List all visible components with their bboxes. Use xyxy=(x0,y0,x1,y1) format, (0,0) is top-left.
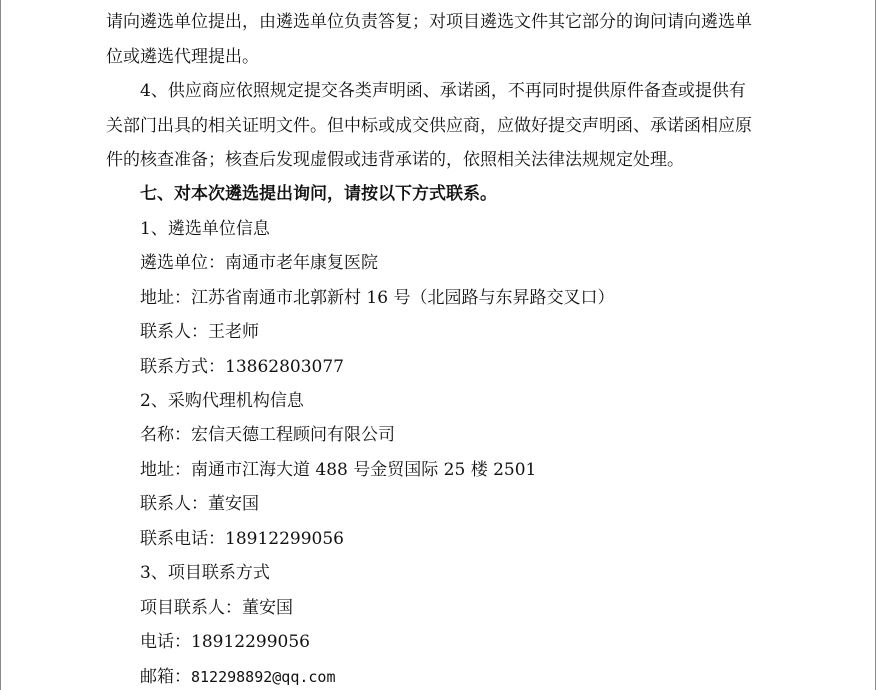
selector-info-title: 1、遴选单位信息 xyxy=(140,219,270,239)
agency-address: 地址：南通市江海大道 488 号金贸国际 25 楼 2501 xyxy=(140,460,537,480)
paragraph-4-line-3: 件的核查准备；核查后发现虚假或违背承诺的，依照相关法律法规规定处理。 xyxy=(106,150,684,170)
paragraph-3-line-2: 位或遴选代理提出。 xyxy=(106,47,259,67)
selector-contact: 联系人：王老师 xyxy=(140,322,259,342)
agency-contact: 联系人：董安国 xyxy=(140,494,259,514)
agency-name: 名称：宏信天德工程顾问有限公司 xyxy=(140,425,395,445)
project-contact-email xyxy=(140,665,336,689)
paragraph-4-line-1: 4、供应商应依照规定提交各类声明函、承诺函，不再同时提供原件备查或提供有 xyxy=(140,81,746,101)
selector-address: 地址：江苏省南通市北郭新村 16 号（北园路与东昇路交叉口） xyxy=(140,288,615,308)
project-contact-phone: 电话：18912299056 xyxy=(140,632,310,652)
section-7-heading: 七、对本次遴选提出询问，请按以下方式联系。 xyxy=(140,184,497,204)
project-contact-person: 项目联系人：董安国 xyxy=(140,598,293,618)
selector-unit: 遴选单位：南通市老年康复医院 xyxy=(140,253,378,273)
email-value: 812298892@qq.com xyxy=(191,668,336,686)
agency-phone: 联系电话：18912299056 xyxy=(140,529,344,549)
paragraph-3-line-1: 请向遴选单位提出，由遴选单位负责答复；对项目遴选文件其它部分的询问请向遴选单 xyxy=(106,12,752,32)
selector-phone: 联系方式：13862803077 xyxy=(140,357,344,377)
agency-info-title: 2、采购代理机构信息 xyxy=(140,391,304,411)
paragraph-4-line-2: 关部门出具的相关证明文件。但中标或成交供应商，应做好提交声明函、承诺函相应原 xyxy=(106,116,752,136)
email-label: 邮箱： xyxy=(140,667,191,687)
project-contact-title: 3、项目联系方式 xyxy=(140,563,270,583)
